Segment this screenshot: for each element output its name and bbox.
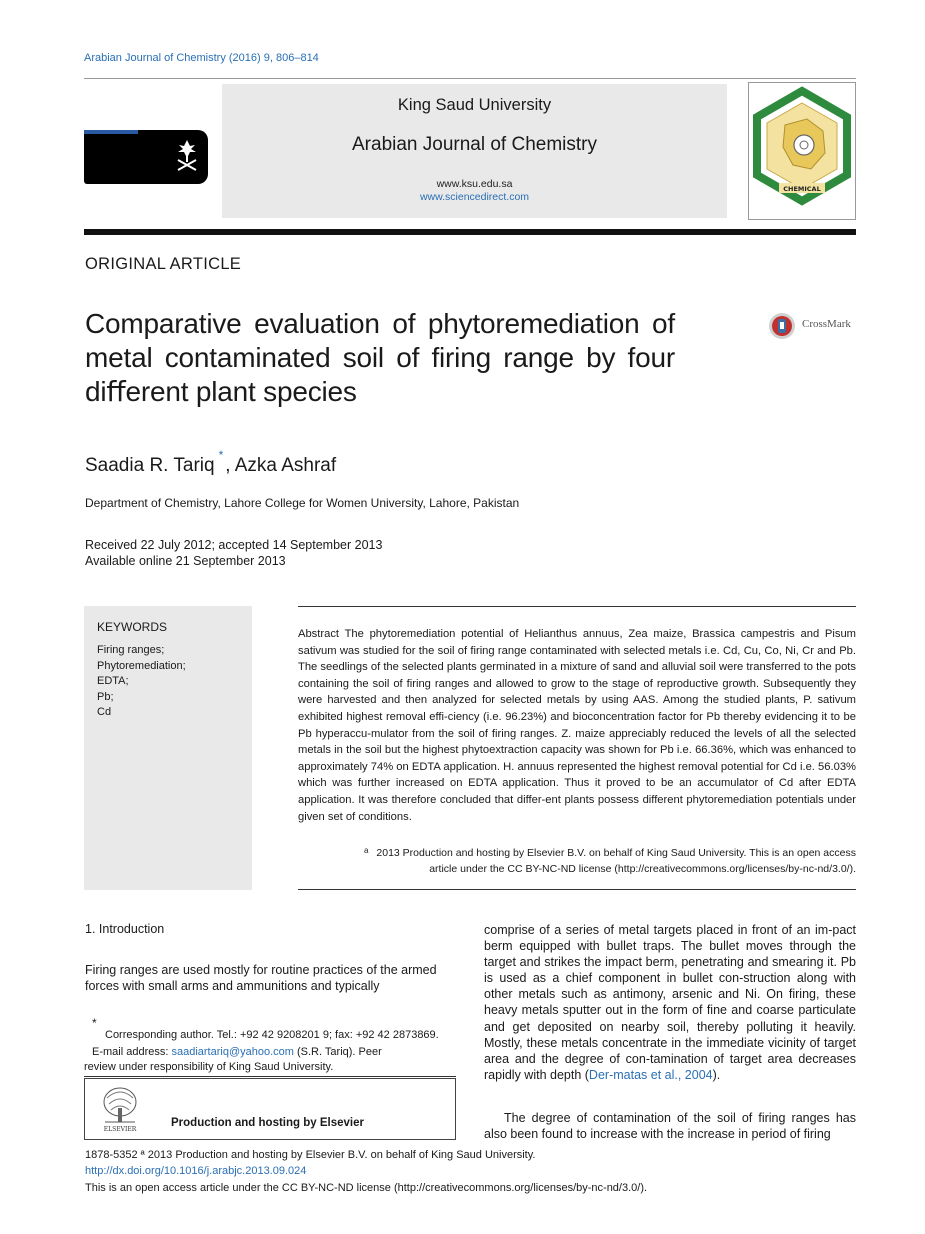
intro-right-text: comprise of a series of metal targets placed in front of an im-pact berm equipped with bullet traps. The bullet moves through the target and strikes the impact berm, penetrating and smearing it. Pb is used as a chief component in bullet con-struction along with other metals such as antimony, arsenic and Ni. On firing, these heavy metals sputter out in the form of fine and coarse particulate and get deposited on nearby soil, thereby polluting it heavily. Mostly, these metals concentrate in the immediate vicinity of target area and the degree of con-tamination of target area decreases rapidly with depth ( <box>484 923 856 1082</box>
keyword-item: EDTA; <box>97 675 129 687</box>
abstract-text: Abstract The phytoremediation potential of Helianthus annuus, Zea maize, Brassica campestris and Pisum sativum was studied for the soil of firing range contaminated with selected metals i.e. Cd, Cu, Co, Ni, Cr and Pb. The seedlings of the selected plants germinated in a mixture of sand and alluvial soil were transferred to the pots containing the soil of firing ranges and allowed to grow to the stage of reproductive growth. Subsequently they were harvested and then analyzed for selected metals by using AAS. Among the studied plants, P. sativum exhibited highest removal effi-ciency (i.e. 96.23%) and bioconcentration factor for Pb thereby evidencing it to be Pb hyperaccu-mulator from the soil of firing ranges. Z. maize appreciably reduced the levels of all the selected metals in the soil but the highest phytoextraction capacity was shown for Pb i.e. 66.36%, which was enhanced to approximately 74% on EDTA application. H. annuus represented the highest removal potential for Cd i.e. 56.03% which was further increased on EDTA application. Thus it proved to be an accumulator of Cd after EDTA application. It was therefore concluded that differ-ent plants possess different phytoremediation potentials under given set of conditions. <box>298 628 856 823</box>
abstract-top-divider <box>298 606 856 607</box>
elsevier-tree-icon <box>99 1084 141 1134</box>
keyword-item: Cd <box>97 706 112 718</box>
email-label: E-mail address: <box>92 1046 169 1058</box>
corresponding-author-note: Corresponding author. Tel.: +92 42 9208201 9; fax: +92 42 2873869. <box>105 1029 439 1041</box>
ksu-url[interactable]: www.ksu.edu.sa <box>436 178 513 190</box>
affiliation: Department of Chemistry, Lahore College for Women University, Lahore, Pakistan <box>85 496 520 510</box>
footnote-mark: * <box>92 1016 97 1030</box>
keyword-item: Pb; <box>97 690 114 703</box>
palm-swords-icon <box>176 138 198 174</box>
elsevier-box <box>84 1078 456 1140</box>
sciencedirect-link[interactable]: www.sciencedirect.com <box>419 191 530 203</box>
keyword-item: Phytoremediation; <box>97 659 186 672</box>
email-note <box>92 1046 382 1058</box>
elsevier-wordmark: ELSEVIER <box>103 1126 137 1133</box>
journal-header <box>222 84 727 218</box>
footnote-divider <box>84 1076 456 1077</box>
intro-right-paragraph <box>484 922 856 1083</box>
intro-right-text-2: The degree of contamination of the soil of firing ranges has also been found to increase with the increase in period of firing <box>484 1111 856 1142</box>
ksu-logo <box>84 130 208 184</box>
author-name: , Azka Ashraf <box>225 455 337 476</box>
society-logo-text: CHEMICAL <box>783 185 821 193</box>
intro-right-end: ). <box>712 1067 721 1082</box>
author-list <box>85 448 337 477</box>
issn-line: 1878-5352 ª 2013 Production and hosting by Elsevier B.V. on behalf of King Saud University. <box>85 1149 536 1161</box>
corresponding-author-mark[interactable]: * <box>218 448 224 462</box>
copyright-line: 2013 Production and hosting by Elsevier B.V. on behalf of King Saud University. This is an open access <box>376 847 856 859</box>
article-type: ORIGINAL ARTICLE <box>85 255 242 273</box>
abstract-bottom-divider <box>298 889 856 890</box>
copyright-mark: a <box>363 846 369 855</box>
author-name: Saadia R. Tariq <box>85 455 215 476</box>
section-heading: 1. Introduction <box>85 922 165 936</box>
intro-right-paragraph-2 <box>484 1110 856 1142</box>
citation-link[interactable]: Der-matas et al., 2004 <box>588 1067 713 1082</box>
keywords-list <box>97 643 186 721</box>
top-divider <box>84 78 856 79</box>
license-line: article under the CC BY-NC-ND license (http://creativecommons.org/licenses/by-nc-nd/3.0/). <box>429 862 856 875</box>
keywords-heading: KEYWORDS <box>97 620 168 634</box>
available-date: Available online 21 September 2013 <box>85 554 286 568</box>
university-name: King Saud University <box>397 96 552 114</box>
intro-paragraph: Firing ranges are used mostly for routine practices of the armed forces with small arms and ammunitions and typically <box>85 963 437 993</box>
abstract-copyright <box>298 846 856 876</box>
received-date: Received 22 July 2012; accepted 14 September 2013 <box>85 538 383 552</box>
society-emblem-icon <box>749 83 855 219</box>
logo-blue-bar <box>84 130 138 134</box>
journal-name: Arabian Journal of Chemistry <box>352 134 597 155</box>
keyword-item: Firing ranges; <box>97 644 165 656</box>
license-line: This is an open access article under the CC BY-NC-ND license (http://creativecommons.org/licenses/by-nc-nd/3.0/). <box>85 1182 648 1194</box>
header-thick-divider <box>84 229 856 235</box>
peer-review-note: review under responsibility of King Saud University. <box>84 1061 334 1073</box>
doi-link[interactable]: http://dx.doi.org/10.1016/j.arabjc.2013.09.024 <box>85 1165 307 1177</box>
crossmark-label[interactable]: CrossMark <box>802 318 851 330</box>
journal-citation[interactable]: Arabian Journal of Chemistry (2016) 9, 806–814 <box>84 52 319 64</box>
elsevier-hosting-text: Production and hosting by Elsevier <box>171 1117 364 1129</box>
email-suffix: (S.R. Tariq). Peer <box>297 1046 382 1058</box>
keywords-box <box>84 606 252 890</box>
saudi-chemical-society-logo <box>748 82 856 220</box>
article-title: Comparative evaluation of phytoremediation of metal contaminated soil of firing range by four diﬀerent plant species <box>85 308 675 407</box>
email-link[interactable]: saadiartariq@yahoo.com <box>171 1046 294 1058</box>
